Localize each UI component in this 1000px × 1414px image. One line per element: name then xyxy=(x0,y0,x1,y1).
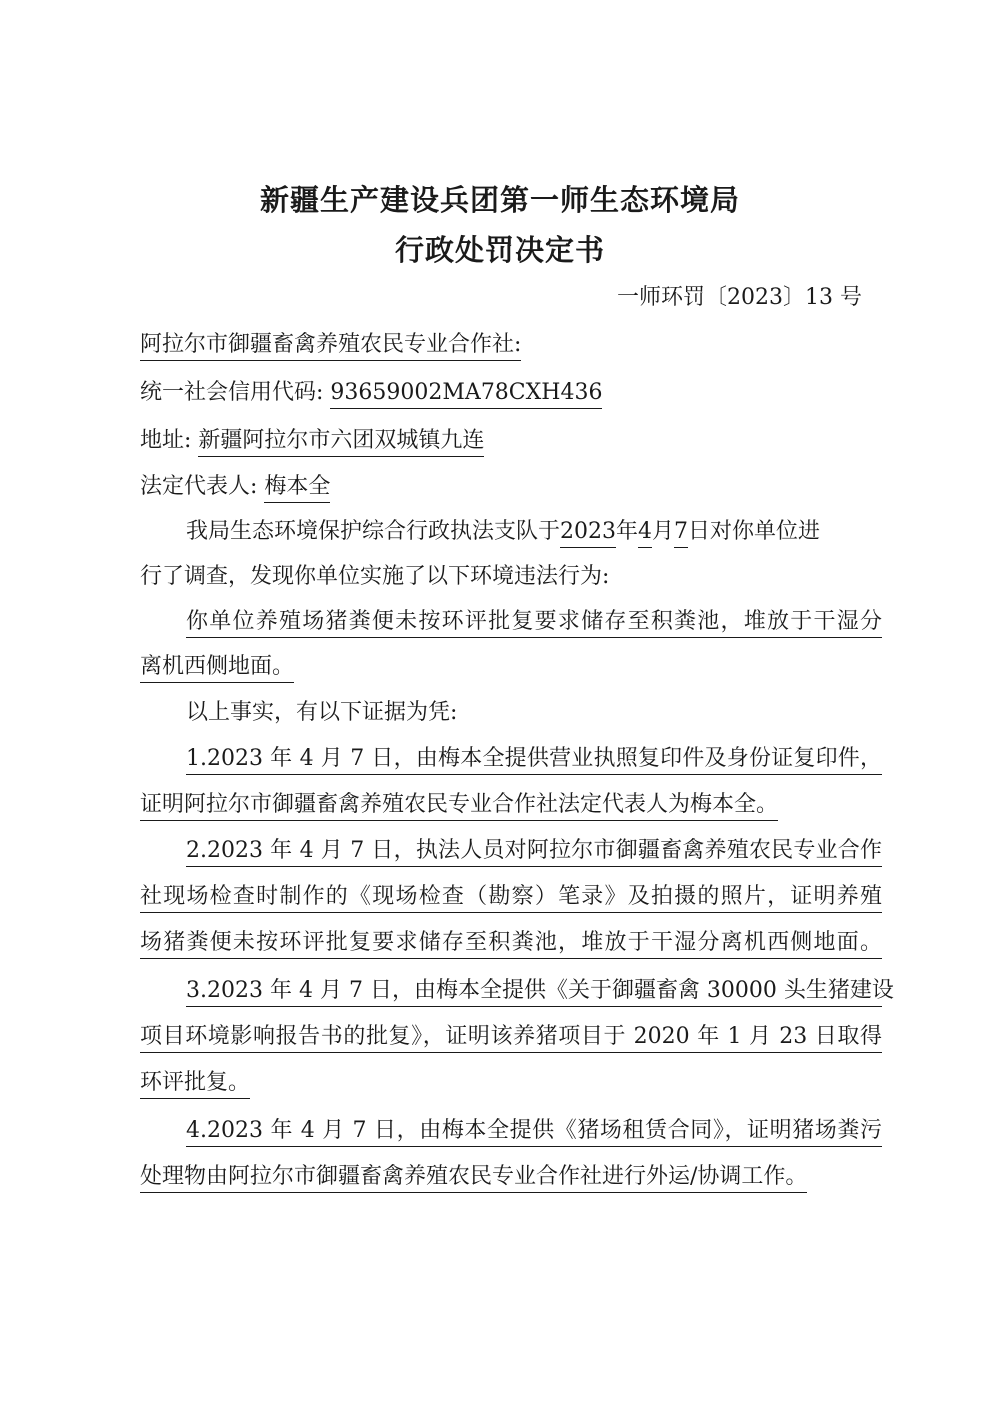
investigation-month-unit: 月 xyxy=(652,519,675,544)
investigation-day: 7 xyxy=(674,519,688,548)
violation-line-2: 离机西侧地面。 xyxy=(140,656,294,683)
party-name-line xyxy=(140,334,521,356)
evidence-3-line-1: 3.2023 年 4 月 7 日，由梅本全提供《关于御疆畜禽 30000 头生猪建设 xyxy=(186,980,882,1007)
evidence-2-line-3: 场猪粪便未按环评批复要求储存至积粪池，堆放于干湿分离机西侧地面。 xyxy=(140,932,882,959)
legal-rep-label: 法定代表人: xyxy=(140,474,258,499)
investigation-prefix: 我局生态环境保护综合行政执法支队于 xyxy=(186,519,561,544)
investigation-month: 4 xyxy=(638,519,652,548)
legal-rep-line xyxy=(140,476,330,498)
evidence-1-line-1: 1.2023 年 4 月 7 日，由梅本全提供营业执照复印件及身份证复印件， xyxy=(186,748,882,775)
evidence-4-line-1: 4.2023 年 4 月 7 日，由梅本全提供《猪场租赁合同》，证明猪场粪污 xyxy=(186,1120,882,1147)
address-line xyxy=(140,430,484,452)
evidence-intro: 以上事实，有以下证据为凭: xyxy=(186,700,458,725)
document-number: 一师环罚〔2023〕13 号 xyxy=(617,285,862,310)
investigation-line-1 xyxy=(186,521,882,543)
evidence-3-line-2: 项目环境影响报告书的批复》，证明该养猪项目于 2020 年 1 月 23 日取得 xyxy=(140,1026,882,1053)
investigation-year: 2023 xyxy=(560,519,616,548)
investigation-line-2: 行了调查，发现你单位实施了以下环境违法行为: xyxy=(140,564,610,589)
investigation-year-unit: 年 xyxy=(616,519,639,544)
violation-line-1: 你单位养殖场猪粪便未按环评批复要求储存至积粪池，堆放于干湿分 xyxy=(186,611,882,638)
issuer-title: 新疆生产建设兵团第一师生态环境局 xyxy=(259,183,740,217)
address-label: 地址: xyxy=(140,428,192,453)
evidence-4-line-2: 处理物由阿拉尔市御疆畜禽养殖农民专业合作社进行外运/协调工作。 xyxy=(140,1166,807,1193)
address-value: 新疆阿拉尔市六团双城镇九连 xyxy=(198,428,484,457)
evidence-2-line-2: 社现场检查时制作的《现场检查（勘察）笔录》及拍摄的照片，证明养殖 xyxy=(140,886,882,913)
evidence-1-line-2: 证明阿拉尔市御疆畜禽养殖农民专业合作社法定代表人为梅本全。 xyxy=(140,794,778,821)
credit-code-line xyxy=(140,382,602,404)
party-name: 阿拉尔市御疆畜禽养殖农民专业合作社: xyxy=(140,332,521,361)
credit-code-value: 93659002MA78CXH436 xyxy=(330,380,602,409)
legal-rep-value: 梅本全 xyxy=(264,474,330,503)
evidence-2-line-1: 2.2023 年 4 月 7 日，执法人员对阿拉尔市御疆畜禽养殖农民专业合作 xyxy=(186,840,882,867)
credit-code-label: 统一社会信用代码: xyxy=(140,380,324,405)
investigation-suffix: 日对你单位进 xyxy=(688,519,821,544)
document-title: 行政处罚决定书 xyxy=(394,233,605,267)
evidence-3-line-3: 环评批复。 xyxy=(140,1072,250,1099)
